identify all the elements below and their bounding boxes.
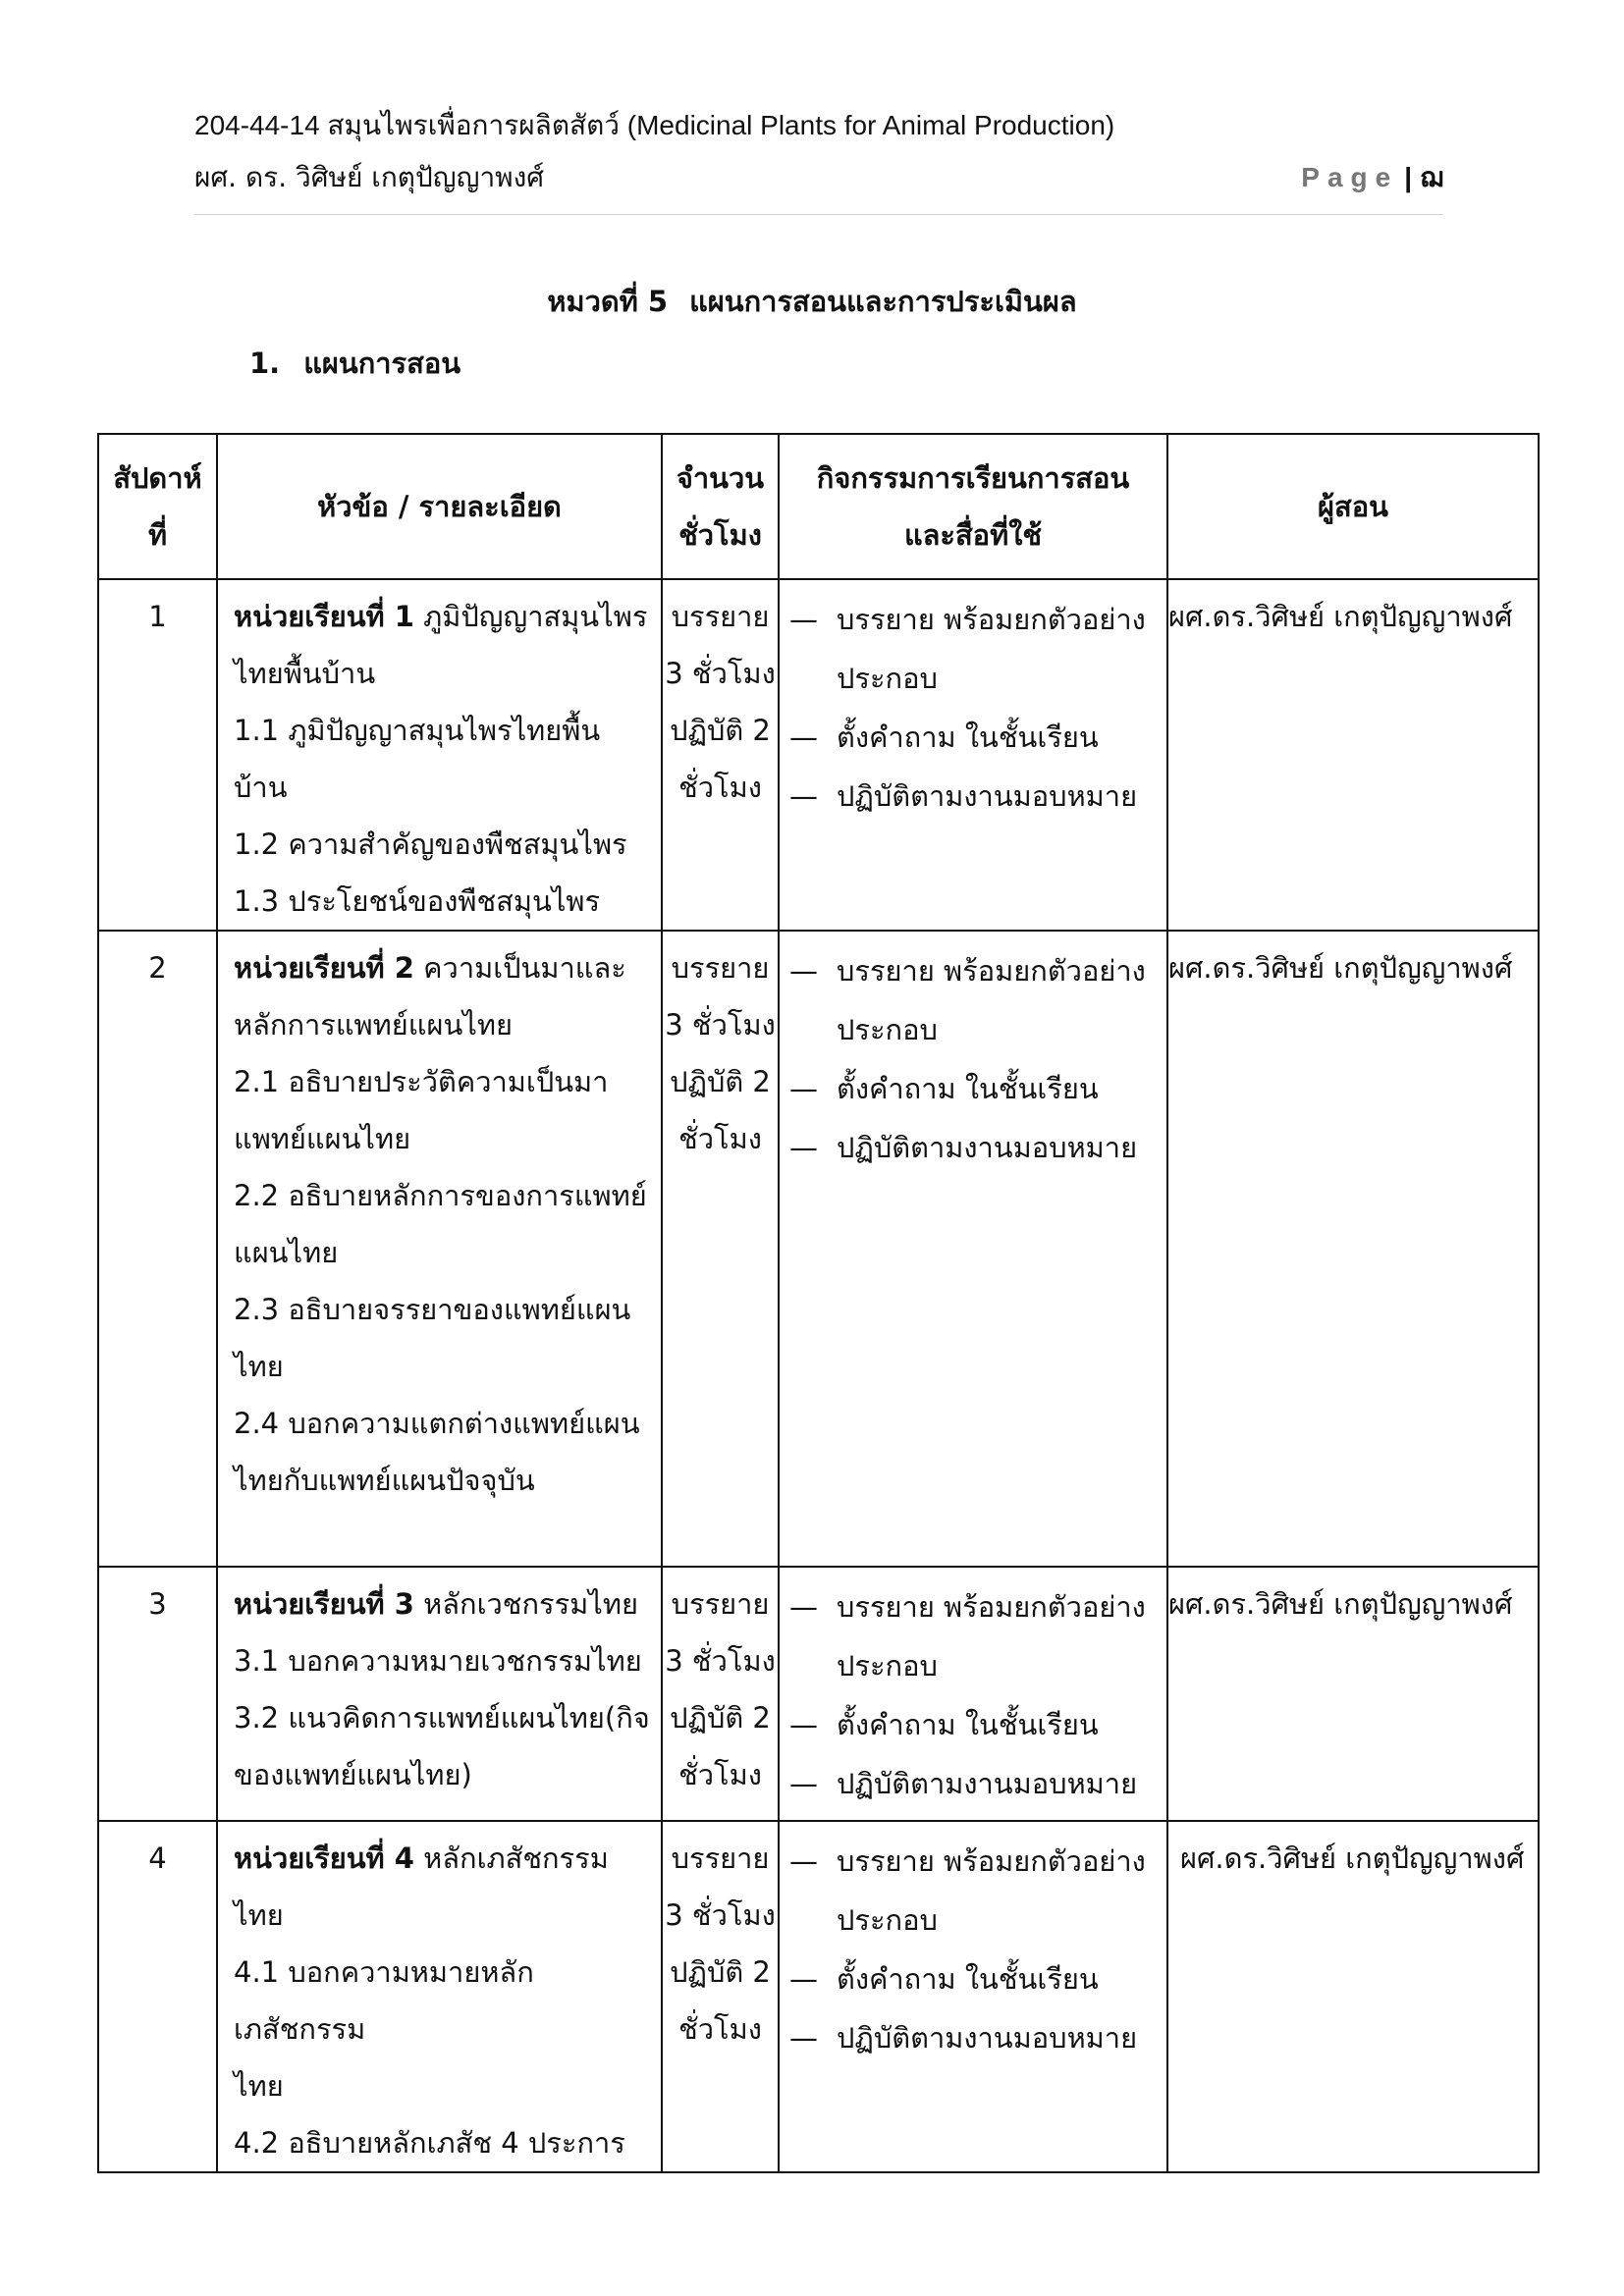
hours-line: 3 ชั่วโมง [665, 1008, 776, 1041]
topic-cell [217, 579, 662, 931]
page-number: ฌ [1420, 162, 1443, 192]
section-heading [0, 279, 1624, 324]
week-cell: 1 [98, 579, 217, 931]
topic-line: แพทย์แผนไทย [234, 1122, 411, 1155]
activity-item: — บรรยาย พร้อมยกตัวอย่าง ประกอบ [789, 941, 1161, 1059]
topic-line: หลักการแพทย์แผนไทย [234, 1008, 513, 1041]
topic-line: แผนไทย [234, 1236, 339, 1269]
topic-line: ไทย [234, 1350, 284, 1383]
instructor-cell: ผศ.ดร.วิศิษย์ เกตุปัญญาพงศ์ [1167, 579, 1539, 931]
activities-cell [779, 1821, 1167, 2172]
topic-line: 2.1 อธิบายประวัติความเป็นมา [234, 1065, 609, 1098]
topic-line: 3.1 บอกความหมายเวชกรรมไทย [234, 1644, 642, 1678]
activity-item: — ตั้งคำถาม ในชั้นเรียน [789, 708, 1161, 767]
topic-line: 4.2 อธิบายหลักเภสัช 4 ประการ [234, 2126, 625, 2160]
header-divider [194, 214, 1443, 215]
dash-bullet: — [789, 779, 818, 813]
topic-line: ไทย [234, 2069, 284, 2103]
header-topic: หัวข้อ / รายละเอียด [217, 434, 662, 579]
section-title: แผนการสอนและการประเมินผล [689, 285, 1077, 318]
activities-cell [779, 579, 1167, 931]
table-row [98, 579, 1539, 931]
topic-line: ของแพทย์แผนไทย) [234, 1758, 472, 1791]
activity-item: — บรรยาย พร้อมยกตัวอย่าง ประกอบ [789, 1577, 1161, 1695]
subheading-number: 1. [249, 347, 281, 380]
activities-cell [779, 931, 1167, 1567]
unit-heading: หน่วยเรียนที่ 3 หลักเวชกรรมไทย [234, 1587, 638, 1621]
header-activities: กิจกรรมการเรียนการสอน และสื่อที่ใช้ [779, 434, 1167, 579]
unit-heading: หน่วยเรียนที่ 2 ความเป็นมาและ [234, 951, 626, 985]
subheading [249, 341, 460, 386]
hours-line: ชั่วโมง [678, 771, 762, 804]
topic-line: 1.1 ภูมิปัญญาสมุนไพรไทยพื้นบ้าน [234, 714, 601, 804]
topic-line: 2.3 อธิบายจรรยาของแพทย์แผน [234, 1293, 631, 1326]
dash-bullet: — [789, 2021, 818, 2055]
hours-line: บรรยาย [671, 951, 770, 985]
dash-bullet: — [789, 1072, 818, 1105]
hours-line: ปฏิบัติ 2 [670, 1701, 771, 1735]
week-cell: 3 [98, 1567, 217, 1821]
hours-line: ชั่วโมง [678, 1122, 762, 1155]
topic-line: 4.1 บอกความหมายหลักเภสัชกรรม [234, 1955, 534, 2046]
topic-cell [217, 1567, 662, 1821]
week-cell: 2 [98, 931, 217, 1567]
hours-line: บรรยาย [671, 600, 770, 633]
activities-cell [779, 1567, 1167, 1821]
activity-item: — ปฏิบัติตามงานมอบหมาย [789, 1754, 1161, 1813]
topic-line: 2.2 อธิบายหลักการของการแพทย์ [234, 1179, 647, 1212]
dash-bullet: — [789, 1844, 818, 1878]
hours-line: บรรยาย [671, 1842, 770, 1875]
topic-line: 1.2 ความสำคัญของพืชสมุนไพร [234, 828, 627, 861]
page-separator: | [1404, 162, 1413, 192]
hours-cell [662, 931, 779, 1567]
course-title: 204-44-14 สมุนไพรเพื่อการผลิตสัตว์ (Medicinal Plants for Animal Production) [194, 110, 1115, 140]
instructor-cell: ผศ.ดร.วิศิษย์ เกตุปัญญาพงศ์ [1167, 1567, 1539, 1821]
instructor-cell: ผศ.ดร.วิศิษย์ เกตุปัญญาพงศ์ [1167, 931, 1539, 1567]
activity-item: — ตั้งคำถาม ในชั้นเรียน [789, 1059, 1161, 1118]
hours-line: 3 ชั่วโมง [665, 1644, 776, 1678]
dash-bullet: — [789, 1767, 818, 1800]
dash-bullet: — [789, 721, 818, 754]
header-week: สัปดาห์ ที่ [98, 434, 217, 579]
hours-cell [662, 579, 779, 931]
hours-line: ปฏิบัติ 2 [670, 1955, 771, 1989]
activity-item: — ปฏิบัติตามงานมอบหมาย [789, 767, 1161, 826]
activity-item: — ปฏิบัติตามงานมอบหมาย [789, 2008, 1161, 2067]
week-cell: 4 [98, 1821, 217, 2172]
topic-line: 2.4 บอกความแตกต่างแพทย์แผน [234, 1407, 640, 1440]
header-hours: จำนวน ชั่วโมง [662, 434, 779, 579]
hours-line: 3 ชั่วโมง [665, 1898, 776, 1932]
topic-cell [217, 1821, 662, 2172]
dash-bullet: — [789, 1590, 818, 1624]
dash-bullet: — [789, 603, 818, 636]
section-number: หมวดที่ 5 [547, 285, 669, 318]
page-indicator [1301, 150, 1443, 205]
hours-line: บรรยาย [671, 1587, 770, 1621]
dash-bullet: — [789, 1131, 818, 1164]
dash-bullet: — [789, 954, 818, 988]
table-header-row [98, 434, 1539, 579]
hours-line: ปฏิบัติ 2 [670, 714, 771, 747]
topic-line: 3.2 แนวคิดการแพทย์แผนไทย(กิจ [234, 1701, 650, 1735]
activity-item: — ปฏิบัติตามงานมอบหมาย [789, 1118, 1161, 1177]
activity-item: — ตั้งคำถาม ในชั้นเรียน [789, 1695, 1161, 1754]
author-name: ผศ. ดร. วิศิษย์ เกตุปัญญาพงศ์ [194, 161, 545, 193]
topic-line: ไทยพื้นบ้าน [234, 657, 376, 690]
page-header [194, 101, 1443, 209]
subheading-title: แผนการสอน [303, 347, 461, 380]
header-instructor: ผู้สอน [1167, 434, 1539, 579]
page-word: Page [1301, 162, 1399, 192]
instructor-cell: ผศ.ดร.วิศิษย์ เกตุปัญญาพงศ์ [1167, 1821, 1539, 2172]
teaching-plan-table [97, 433, 1540, 2173]
activity-item: — ตั้งคำถาม ในชั้นเรียน [789, 1949, 1161, 2008]
hours-line: 3 ชั่วโมง [665, 657, 776, 690]
unit-heading: หน่วยเรียนที่ 1 ภูมิปัญญาสมุนไพร [234, 600, 648, 633]
topic-cell [217, 931, 662, 1567]
hours-cell [662, 1567, 779, 1821]
dash-bullet: — [789, 1962, 818, 1996]
activity-item: — บรรยาย พร้อมยกตัวอย่าง ประกอบ [789, 1832, 1161, 1949]
hours-cell [662, 1821, 779, 2172]
hours-line: ปฏิบัติ 2 [670, 1065, 771, 1098]
table-row [98, 1567, 1539, 1821]
hours-line: ชั่วโมง [678, 2012, 762, 2046]
header-row [194, 150, 1443, 209]
topic-line: ไทยกับแพทย์แผนปัจจุบัน [234, 1464, 535, 1497]
topic-line: 1.3 ประโยชน์ของพืชสมุนไพร [234, 884, 601, 918]
dash-bullet: — [789, 1708, 818, 1741]
table-row [98, 931, 1539, 1567]
table-row [98, 1821, 1539, 2172]
unit-heading: หน่วยเรียนที่ 4 หลักเภสัชกรรมไทย [234, 1842, 609, 1932]
activity-item: — บรรยาย พร้อมยกตัวอย่าง ประกอบ [789, 590, 1161, 708]
hours-line: ชั่วโมง [678, 1758, 762, 1791]
